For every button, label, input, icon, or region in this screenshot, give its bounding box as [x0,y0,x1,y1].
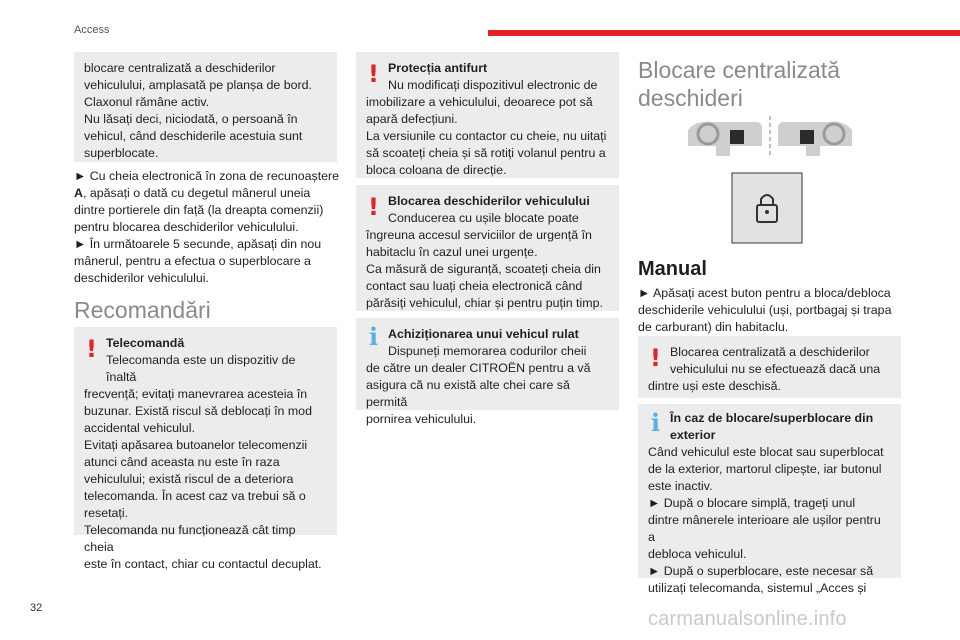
text-line: mânerul, pentru a efectua o superblocare a [74,254,311,268]
central-locking-illustration [672,112,862,262]
text-line: Ca măsură de siguranță, scoateți cheia din [366,262,601,276]
text-line: Conducerea cu ușile blocate poate [388,211,579,225]
text-line: contact sau luați cheia electronică când [366,279,583,293]
text-line: Telecomanda nu funcționează cât timp cheia [84,523,296,554]
text-line: superblocate. [84,146,159,160]
text-line: atunci când aceasta nu este în raza [84,455,280,469]
info-icon: i [651,408,661,437]
text-line: vehiculului nu se efectuează dacă una [670,362,881,376]
header-accent-bar [488,30,960,36]
text-line: Blocarea centralizată a deschiderilor [670,345,870,359]
heading-line: Blocare centralizată [638,57,840,83]
text-line: dintre uși este deschisă. [648,379,781,393]
text-line: ► În următoarele 5 secunde, apăsați din nou [74,237,322,251]
text-line: apară defecțiuni. [366,112,458,126]
text-line: deschiderilor vehiculului. [74,271,209,285]
text-line: vehicul, când deschiderile acestuia sunt [84,129,303,143]
text-line: pornirea vehiculului. [366,412,477,426]
page-header-section: Access [74,24,110,36]
col2-locked-doors-warning-box [356,185,619,311]
text-line: resetați. [84,506,129,520]
text-line: vehiculului; există riscul de a deteriora [84,472,294,486]
text-line: ► După o blocare simplă, trageți unul [648,496,856,510]
text-line: imobilizare a vehiculului, deoarece pot să [366,95,593,109]
text-line: blocare centralizată a deschiderilor [84,61,276,75]
lock-button-location-icon [800,130,814,144]
col3-instructions [638,285,906,336]
text-line: dintre mânerele interioare ale ușilor pentru a [648,513,881,544]
text-line: ► Apăsați acest buton pentru a bloca/debloca [638,286,891,300]
lock-button [732,173,802,243]
heading-line: deschideri [638,85,743,111]
text-line: utilizați telecomanda, sistemul „Acces și [648,581,867,595]
lock-button-location-icon [730,130,744,144]
warning-icon: ! [86,335,97,363]
text-line: pentru blocarea deschiderilor vehiculului. [74,220,299,234]
text-line: părăsiți vehiculul, chiar și pentru puțin timp. [366,296,603,310]
subheading-manual: Manual [638,258,707,280]
info-icon: i [369,322,379,351]
text-line: La versiunile cu contactor cu cheie, nu uitați [366,129,607,143]
col3-exterior-locking-info-box [638,404,901,595]
text-line: dintre portierele din față (la dreapta comenzii) [74,203,324,217]
text-line: Dispuneți memorarea codurilor cheii [388,344,587,358]
col3-open-door-warning-box [638,336,901,398]
col1-instructions [74,168,342,287]
text-line: frecvență; evitați manevrarea acesteia în [84,387,308,401]
text-line: asigura că nu există alte chei care să permită [366,378,570,409]
text-line: deschiderile vehiculului (uși, portbagaj și trapa [638,303,892,317]
box-title: Protecția antifurt [388,61,488,75]
warning-icon: ! [650,344,661,372]
text-line: de carburant) din habitaclu. [638,320,789,334]
text-line: Când vehiculul este blocat sau superblocat [648,445,884,459]
col2-antitheft-warning-box [356,52,619,178]
text-line: este în contact, chiar cu contactul decuplat. [84,557,322,571]
text-line: A, apăsați o dată cu degetul mânerul uneia [74,186,311,200]
right-drive-diagram [778,122,852,156]
text-line: îngreuna accesul serviciilor de urgență în [366,228,592,242]
text-line: de la exterior, martorul clipește, iar butonul [648,462,882,476]
text-line: Evitați apăsarea butoanelor telecomenzii [84,438,308,452]
zone-label: A [74,186,83,200]
left-drive-diagram [688,122,762,156]
col1-remote-warning-box [74,327,337,571]
warning-icon: ! [368,60,379,88]
section-heading-central-locking [638,56,840,112]
warning-icon: ! [368,193,379,221]
box-title: exterior [670,428,716,442]
text-line: telecomanda. În acest caz va trebui să o [84,489,306,503]
watermark-text: carmanualsonline.info [648,608,847,630]
text-line: debloca vehiculul. [648,547,747,561]
text-line: Telecomanda este un dispozitiv de înaltă [106,353,296,384]
text-line: Claxonul rămâne activ. [84,95,210,109]
section-heading-recommendations: Recomandări [74,297,211,323]
page-number: 32 [30,602,43,614]
box-title: Telecomandă [106,336,185,350]
box-title: Achiziționarea unui vehicul rulat [388,327,579,341]
col1-warning-continuation-box [74,52,337,162]
text-line: bloca coloana de direcție. [366,163,507,177]
col2-used-vehicle-info-box [356,318,619,426]
text-line: vehiculului, amplasată pe planșa de bord. [84,78,312,92]
text-line: să scoateți cheia și să rotiți volanul pentru a [366,146,606,160]
text-line: accidental vehiculul. [84,421,195,435]
box-title: Blocarea deschiderilor vehiculului [388,194,590,208]
lock-button-diagram [732,173,802,243]
text-line: este inactiv. [648,479,713,493]
text-line: Nu modificați dispozitivul electronic de [388,78,598,92]
text-line: ► După o superblocare, este necesar să [648,564,874,578]
text-line: buzunar. Există riscul să deblocați în mod [84,404,312,418]
text-line: ► Cu cheia electronică în zona de recunoaștere [74,169,340,183]
box-title: În caz de blocare/superblocare din [670,411,874,425]
text-line: Nu lăsați deci, niciodată, o persoană în [84,112,298,126]
text-line: habitaclu în cazul unei urgențe. [366,245,538,259]
text-line: de către un dealer CITROËN pentru a vă [366,361,591,375]
